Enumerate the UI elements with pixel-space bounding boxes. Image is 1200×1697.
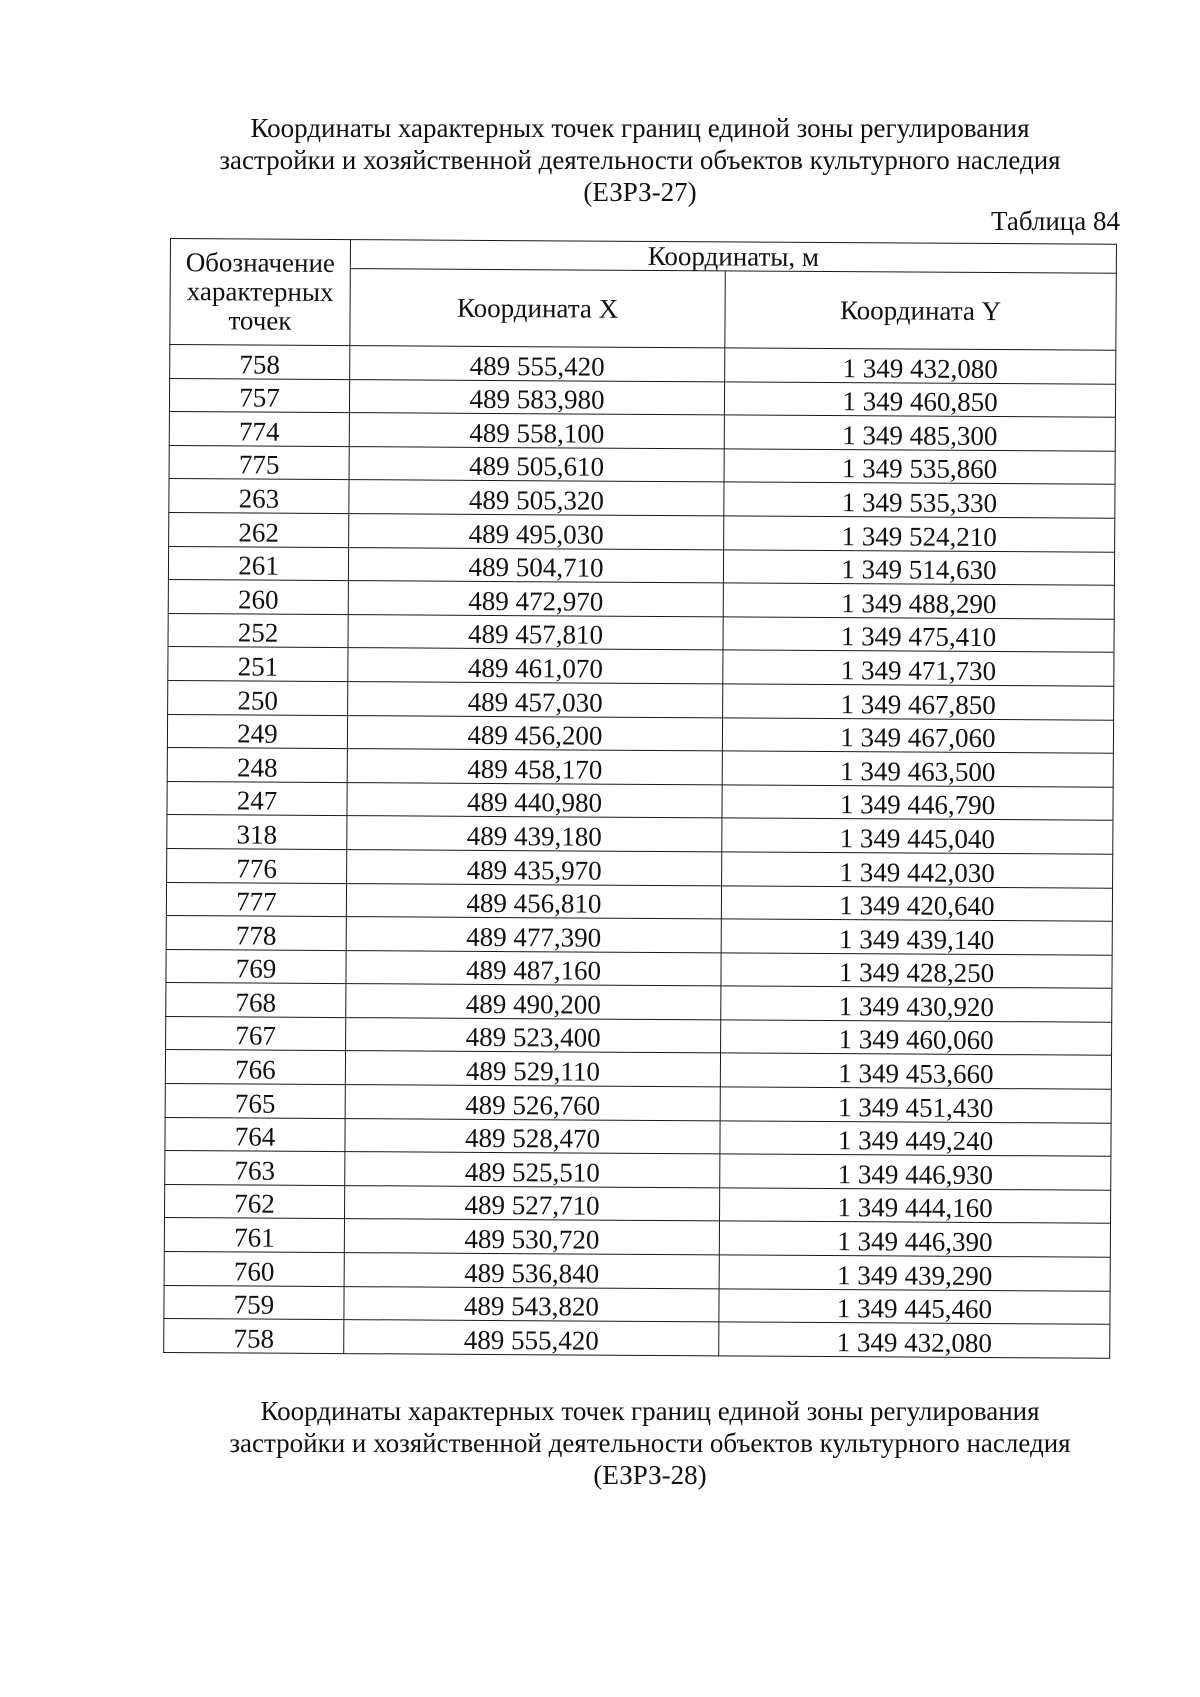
table-row: [164, 1285, 1110, 1324]
coordinate-x-cell: 489 457,030: [348, 682, 723, 718]
coordinate-x-cell: 489 439,180: [347, 816, 722, 852]
point-cell: 263: [169, 479, 349, 514]
coordinate-x-cell: 489 528,470: [345, 1118, 720, 1154]
coordinate-x-cell: 489 505,610: [349, 446, 724, 482]
section-title-ezrz-28: [150, 1395, 1150, 1491]
coordinate-x-cell: 489 536,840: [344, 1253, 719, 1289]
table-row: [169, 412, 1115, 451]
coordinate-y-cell: 1 349 485,300: [724, 415, 1115, 451]
point-cell: 247: [167, 781, 347, 816]
header-coordinate-x: Координата X: [350, 269, 725, 348]
table-row: [167, 748, 1113, 787]
point-cell: 757: [169, 378, 349, 413]
table-row: [165, 1151, 1111, 1190]
point-cell: 248: [167, 748, 347, 783]
table-row: [168, 680, 1114, 719]
title-line-1: Координаты характерных точек границ единой зоны регулирования: [250, 113, 1030, 143]
coordinate-y-cell: 1 349 460,060: [721, 1020, 1112, 1056]
table-row: [167, 714, 1113, 753]
point-cell: 318: [167, 815, 347, 850]
table-row: [165, 1184, 1111, 1223]
table-row: [169, 479, 1115, 518]
coordinate-y-cell: 1 349 446,790: [722, 785, 1113, 821]
title-line-3: (ЕЗРЗ-27): [583, 177, 697, 207]
point-cell: 777: [166, 882, 346, 917]
point-cell: 262: [169, 512, 349, 547]
header-point-designation: Обозначение характерных точек: [170, 239, 351, 346]
table-row: [168, 647, 1114, 686]
coordinate-x-cell: 489 504,710: [348, 547, 723, 583]
point-cell: 765: [165, 1084, 345, 1119]
coordinate-y-cell: 1 349 467,850: [723, 684, 1114, 720]
table-row: [164, 1218, 1110, 1257]
coordinate-y-cell: 1 349 446,930: [720, 1154, 1111, 1190]
coordinate-x-cell: 489 440,980: [347, 782, 722, 818]
point-cell: 766: [165, 1050, 345, 1085]
table-number-label: Таблица 84: [991, 206, 1120, 236]
coordinate-x-cell: 489 456,200: [347, 715, 722, 751]
point-cell: 764: [165, 1117, 345, 1152]
point-cell: 768: [166, 983, 346, 1018]
coordinate-y-cell: 1 349 535,860: [724, 449, 1115, 485]
coordinate-y-cell: 1 349 475,410: [723, 617, 1114, 653]
point-cell: 763: [165, 1151, 345, 1186]
coordinate-x-cell: 489 461,070: [348, 648, 723, 684]
coordinate-y-cell: 1 349 432,080: [719, 1322, 1110, 1358]
coordinate-x-cell: 489 458,170: [347, 749, 722, 785]
coordinate-y-cell: 1 349 471,730: [723, 650, 1114, 686]
table-row: [170, 345, 1116, 384]
point-cell: 760: [164, 1252, 344, 1287]
coordinate-y-cell: 1 349 467,060: [722, 717, 1113, 753]
point-cell: 758: [170, 345, 350, 380]
table-header: [170, 239, 1117, 351]
table-row: [168, 580, 1114, 619]
title-line-1: Координаты характерных точек границ единой зоны регулирования: [260, 1396, 1040, 1426]
coordinate-y-cell: 1 349 451,430: [720, 1087, 1111, 1123]
table-row: [164, 1319, 1110, 1358]
coordinate-y-cell: 1 349 514,630: [723, 549, 1114, 585]
coordinate-x-cell: 489 457,810: [348, 614, 723, 650]
title-line-3: (ЕЗРЗ-28): [593, 1460, 707, 1490]
point-cell: 762: [165, 1184, 345, 1219]
header-coordinates-group: Координаты, м: [350, 240, 1116, 274]
coordinate-x-cell: 489 456,810: [346, 883, 721, 919]
point-cell: 767: [166, 1016, 346, 1051]
section-title-ezrz-27: [140, 112, 1140, 208]
point-cell: 250: [168, 680, 348, 715]
table-row: [168, 613, 1114, 652]
coordinate-y-cell: 1 349 460,850: [724, 381, 1115, 417]
coordinate-y-cell: 1 349 445,040: [722, 818, 1113, 854]
coordinate-x-cell: 489 490,200: [346, 984, 721, 1020]
coordinate-y-cell: 1 349 453,660: [720, 1053, 1111, 1089]
coordinate-y-cell: 1 349 524,210: [724, 516, 1115, 552]
table-row: [165, 1117, 1111, 1156]
coordinate-y-cell: 1 349 442,030: [722, 852, 1113, 888]
point-cell: 251: [168, 647, 348, 682]
coordinate-x-cell: 489 525,510: [345, 1152, 720, 1188]
point-cell: 249: [167, 714, 347, 749]
point-cell: 775: [169, 445, 349, 480]
point-cell: 778: [166, 916, 346, 951]
coordinate-x-cell: 489 523,400: [346, 1017, 721, 1053]
coordinate-y-cell: 1 349 463,500: [722, 751, 1113, 787]
coordinate-y-cell: 1 349 445,460: [719, 1288, 1110, 1324]
coordinate-x-cell: 489 530,720: [344, 1219, 719, 1255]
coordinate-x-cell: 489 555,420: [344, 1320, 719, 1356]
coordinate-x-cell: 489 505,320: [349, 480, 724, 516]
coordinate-x-cell: 489 472,970: [348, 581, 723, 617]
point-cell: 774: [169, 412, 349, 447]
coordinate-x-cell: 489 543,820: [344, 1286, 719, 1322]
coordinate-y-cell: 1 349 488,290: [723, 583, 1114, 619]
coordinates-table: [163, 238, 1117, 1359]
point-cell: 252: [168, 613, 348, 648]
point-cell: 769: [166, 949, 346, 984]
coordinate-y-cell: 1 349 430,920: [721, 986, 1112, 1022]
coordinate-x-cell: 489 477,390: [346, 917, 721, 953]
point-cell: 761: [164, 1218, 344, 1253]
coordinate-y-cell: 1 349 535,330: [724, 482, 1115, 518]
title-line-2: застройки и хозяйственной деятельности объектов культурного наследия: [229, 1428, 1071, 1458]
coordinate-x-cell: 489 435,970: [347, 849, 722, 885]
point-cell: 759: [164, 1285, 344, 1320]
header-coordinate-y: Координата Y: [725, 271, 1116, 350]
coordinate-x-cell: 489 526,760: [345, 1085, 720, 1121]
point-cell: 758: [164, 1319, 344, 1354]
coordinate-y-cell: 1 349 446,390: [719, 1221, 1110, 1257]
table-row: [169, 378, 1115, 417]
coordinate-y-cell: 1 349 439,140: [721, 919, 1112, 955]
coordinate-y-cell: 1 349 420,640: [721, 885, 1112, 921]
coordinate-x-cell: 489 558,100: [349, 413, 724, 449]
coordinate-y-cell: 1 349 439,290: [719, 1255, 1110, 1291]
coordinate-y-cell: 1 349 444,160: [720, 1188, 1111, 1224]
coordinate-x-cell: 489 583,980: [349, 379, 724, 415]
coordinate-x-cell: 489 495,030: [349, 514, 724, 550]
table-row: [169, 512, 1115, 551]
table-row: [169, 445, 1115, 484]
coordinate-x-cell: 489 555,420: [350, 346, 725, 382]
coordinate-x-cell: 489 529,110: [345, 1051, 720, 1087]
table-row: [164, 1252, 1110, 1291]
coordinate-x-cell: 489 487,160: [346, 950, 721, 986]
coordinate-y-cell: 1 349 428,250: [721, 953, 1112, 989]
title-line-2: застройки и хозяйственной деятельности объектов культурного наследия: [219, 145, 1061, 175]
coordinate-y-cell: 1 349 449,240: [720, 1121, 1111, 1157]
table-row: [168, 546, 1114, 585]
point-cell: 260: [168, 580, 348, 615]
table-body: [164, 345, 1116, 1359]
coordinate-x-cell: 489 527,710: [345, 1185, 720, 1221]
point-cell: 261: [168, 546, 348, 581]
point-cell: 776: [167, 848, 347, 883]
coordinate-y-cell: 1 349 432,080: [725, 348, 1116, 384]
